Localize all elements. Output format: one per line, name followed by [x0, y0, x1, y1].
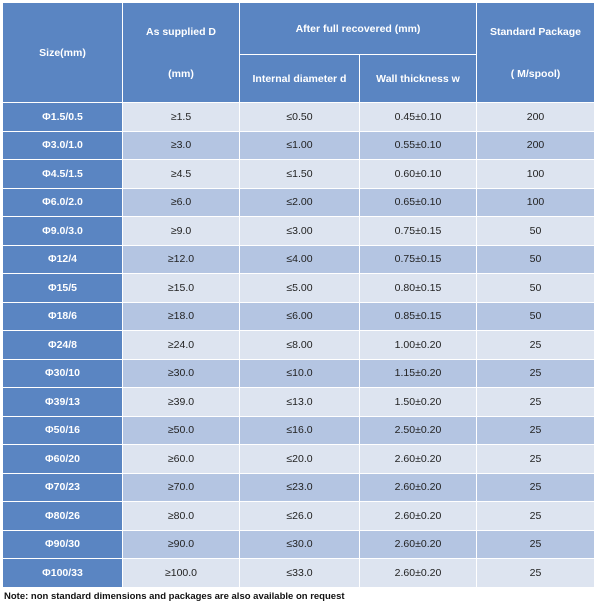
wall-cell: 0.60±0.10 [360, 160, 477, 189]
size-cell: Φ50/16 [3, 416, 123, 445]
wall-cell: 2.60±0.20 [360, 502, 477, 531]
internal-cell: ≤1.00 [240, 131, 360, 160]
size-cell: Φ24/8 [3, 331, 123, 360]
size-cell: Φ3.0/1.0 [3, 131, 123, 160]
size-cell: Φ4.5/1.5 [3, 160, 123, 189]
supplied-header-unit: (mm) [168, 67, 194, 80]
size-cell: Φ70/23 [3, 473, 123, 502]
supplied-cell: ≥60.0 [123, 445, 240, 474]
table-row [3, 331, 595, 360]
wall-cell: 0.65±0.10 [360, 188, 477, 217]
internal-cell: ≤1.50 [240, 160, 360, 189]
wall-cell: 2.60±0.20 [360, 445, 477, 474]
table-row [3, 530, 595, 559]
wall-cell: 1.15±0.20 [360, 359, 477, 388]
table-row [3, 302, 595, 331]
table-row [3, 274, 595, 303]
package-cell: 25 [477, 502, 595, 531]
internal-cell: ≤6.00 [240, 302, 360, 331]
table-row [3, 502, 595, 531]
internal-header: Internal diameter d [240, 55, 360, 103]
supplied-header [123, 3, 240, 103]
table-row [3, 217, 595, 246]
size-cell: Φ60/20 [3, 445, 123, 474]
package-cell: 25 [477, 416, 595, 445]
supplied-cell: ≥9.0 [123, 217, 240, 246]
internal-cell: ≤26.0 [240, 502, 360, 531]
package-cell: 100 [477, 188, 595, 217]
wall-cell: 0.45±0.10 [360, 103, 477, 132]
table-row [3, 359, 595, 388]
internal-cell: ≤20.0 [240, 445, 360, 474]
table-row [3, 416, 595, 445]
supplied-cell: ≥70.0 [123, 473, 240, 502]
supplied-cell: ≥1.5 [123, 103, 240, 132]
table-row [3, 188, 595, 217]
wall-cell: 1.50±0.20 [360, 388, 477, 417]
internal-cell: ≤3.00 [240, 217, 360, 246]
wall-cell: 2.60±0.20 [360, 473, 477, 502]
package-cell: 25 [477, 530, 595, 559]
internal-cell: ≤8.00 [240, 331, 360, 360]
table-row [3, 131, 595, 160]
package-cell: 25 [477, 445, 595, 474]
size-cell: Φ80/26 [3, 502, 123, 531]
table-header [3, 3, 595, 103]
recovered-header: After full recovered (mm) [240, 3, 477, 55]
supplied-cell: ≥90.0 [123, 530, 240, 559]
table-body [3, 103, 595, 588]
wall-cell: 0.80±0.15 [360, 274, 477, 303]
package-header [477, 3, 595, 103]
size-cell: Φ6.0/2.0 [3, 188, 123, 217]
wall-cell: 0.75±0.15 [360, 217, 477, 246]
package-header-unit: ( M/spool) [510, 67, 561, 80]
package-cell: 25 [477, 359, 595, 388]
table-row [3, 559, 595, 588]
table-row [3, 445, 595, 474]
package-cell: 25 [477, 473, 595, 502]
table-row [3, 388, 595, 417]
package-cell: 200 [477, 103, 595, 132]
size-cell: Φ18/6 [3, 302, 123, 331]
internal-cell: ≤4.00 [240, 245, 360, 274]
size-cell: Φ15/5 [3, 274, 123, 303]
wall-cell: 0.75±0.15 [360, 245, 477, 274]
table-row [3, 473, 595, 502]
size-cell: Φ100/33 [3, 559, 123, 588]
package-cell: 50 [477, 302, 595, 331]
package-cell: 100 [477, 160, 595, 189]
table-row [3, 245, 595, 274]
supplied-header-label: As supplied D [145, 25, 216, 38]
package-cell: 25 [477, 331, 595, 360]
size-cell: Φ90/30 [3, 530, 123, 559]
size-cell: Φ1.5/0.5 [3, 103, 123, 132]
supplied-cell: ≥80.0 [123, 502, 240, 531]
internal-cell: ≤13.0 [240, 388, 360, 417]
wall-cell: 2.60±0.20 [360, 530, 477, 559]
table-row [3, 160, 595, 189]
spec-table [2, 2, 595, 588]
supplied-cell: ≥24.0 [123, 331, 240, 360]
wall-cell: 0.85±0.15 [360, 302, 477, 331]
internal-cell: ≤23.0 [240, 473, 360, 502]
internal-cell: ≤16.0 [240, 416, 360, 445]
internal-cell: ≤10.0 [240, 359, 360, 388]
supplied-cell: ≥18.0 [123, 302, 240, 331]
size-cell: Φ9.0/3.0 [3, 217, 123, 246]
package-cell: 50 [477, 245, 595, 274]
wall-cell: 1.00±0.20 [360, 331, 477, 360]
size-cell: Φ39/13 [3, 388, 123, 417]
supplied-cell: ≥15.0 [123, 274, 240, 303]
supplied-cell: ≥3.0 [123, 131, 240, 160]
package-cell: 25 [477, 388, 595, 417]
internal-cell: ≤33.0 [240, 559, 360, 588]
supplied-cell: ≥39.0 [123, 388, 240, 417]
internal-cell: ≤30.0 [240, 530, 360, 559]
package-header-label: Standard Package [489, 25, 582, 38]
size-cell: Φ30/10 [3, 359, 123, 388]
footnote: Note: non standard dimensions and packages are also available on request [4, 591, 345, 602]
table-row [3, 103, 595, 132]
wall-cell: 0.55±0.10 [360, 131, 477, 160]
wall-header: Wall thickness w [360, 55, 477, 103]
internal-cell: ≤0.50 [240, 103, 360, 132]
package-cell: 50 [477, 274, 595, 303]
wall-cell: 2.50±0.20 [360, 416, 477, 445]
supplied-cell: ≥100.0 [123, 559, 240, 588]
internal-cell: ≤5.00 [240, 274, 360, 303]
package-cell: 25 [477, 559, 595, 588]
package-cell: 50 [477, 217, 595, 246]
supplied-cell: ≥12.0 [123, 245, 240, 274]
supplied-cell: ≥50.0 [123, 416, 240, 445]
supplied-cell: ≥30.0 [123, 359, 240, 388]
internal-cell: ≤2.00 [240, 188, 360, 217]
size-header: Size(mm) [3, 3, 123, 103]
package-cell: 200 [477, 131, 595, 160]
wall-cell: 2.60±0.20 [360, 559, 477, 588]
size-cell: Φ12/4 [3, 245, 123, 274]
supplied-cell: ≥4.5 [123, 160, 240, 189]
supplied-cell: ≥6.0 [123, 188, 240, 217]
